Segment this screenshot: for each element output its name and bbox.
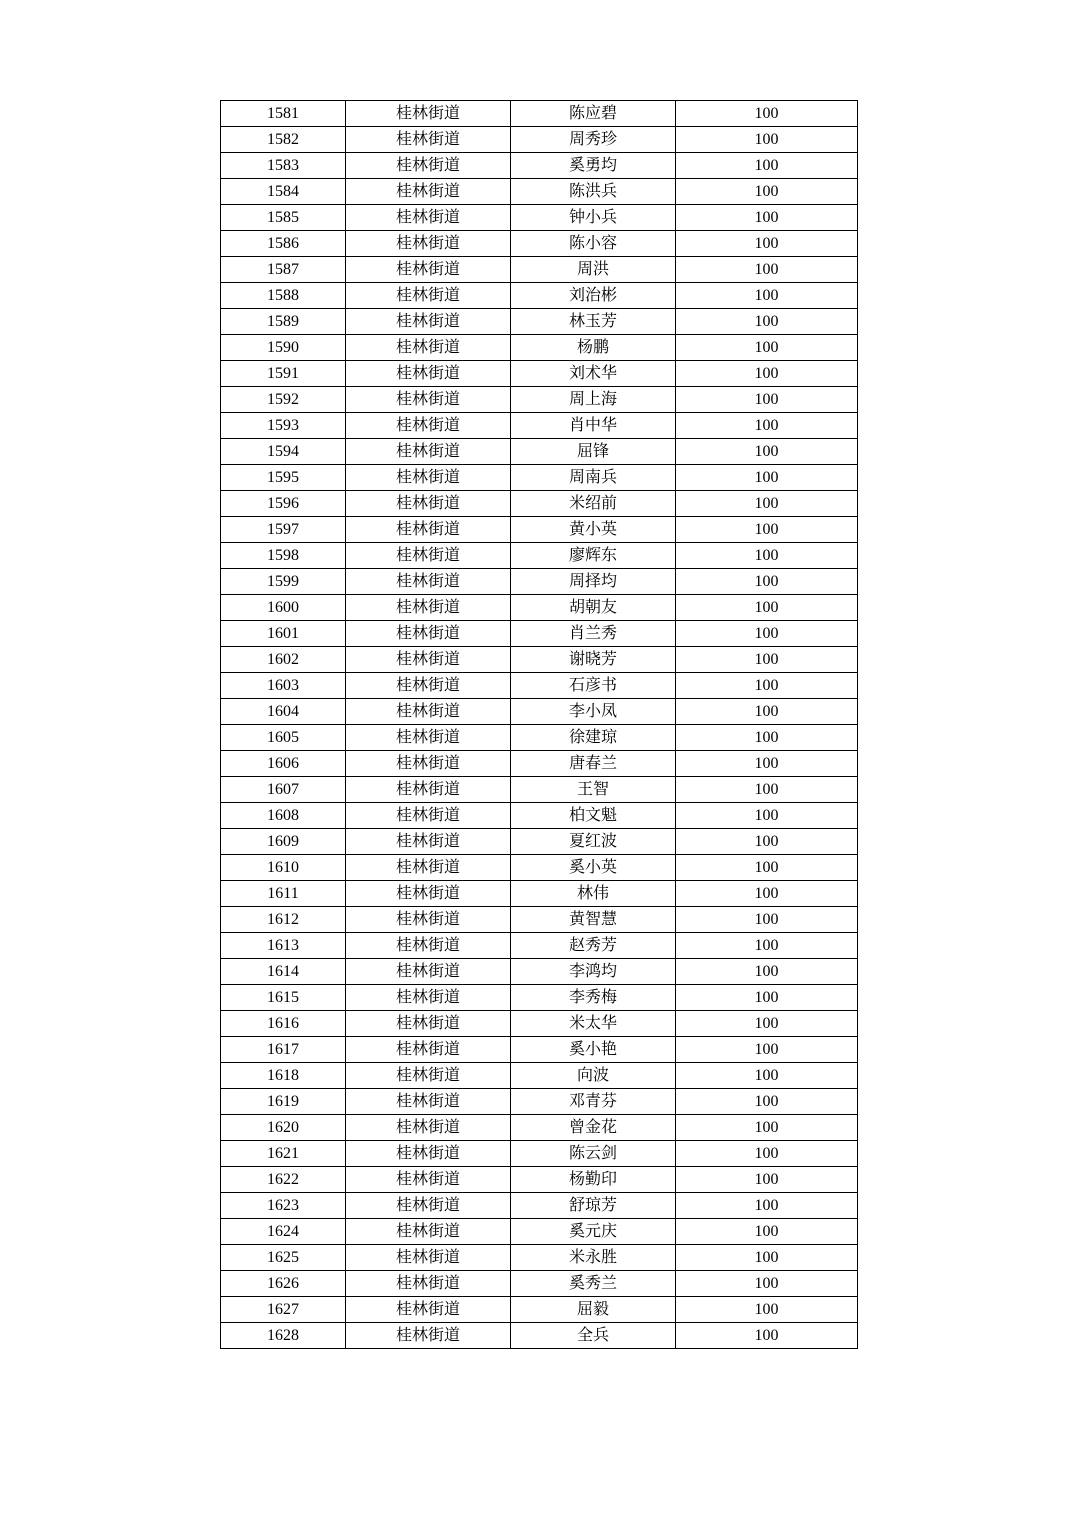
cell-name: 唐春兰 [511, 751, 676, 777]
cell-name: 舒琼芳 [511, 1193, 676, 1219]
cell-score: 100 [676, 569, 858, 595]
cell-street: 桂林街道 [346, 855, 511, 881]
cell-index: 1610 [221, 855, 346, 881]
cell-score: 100 [676, 907, 858, 933]
cell-score: 100 [676, 309, 858, 335]
table-row [221, 985, 858, 1011]
cell-score: 100 [676, 1297, 858, 1323]
cell-index: 1601 [221, 621, 346, 647]
cell-index: 1614 [221, 959, 346, 985]
cell-score: 100 [676, 725, 858, 751]
cell-index: 1589 [221, 309, 346, 335]
table-row [221, 595, 858, 621]
table-row [221, 1115, 858, 1141]
cell-score: 100 [676, 1037, 858, 1063]
cell-name: 周秀珍 [511, 127, 676, 153]
table-row [221, 1219, 858, 1245]
table-row [221, 1245, 858, 1271]
cell-street: 桂林街道 [346, 621, 511, 647]
cell-name: 刘治彬 [511, 283, 676, 309]
cell-score: 100 [676, 361, 858, 387]
cell-score: 100 [676, 1323, 858, 1349]
cell-street: 桂林街道 [346, 1323, 511, 1349]
cell-street: 桂林街道 [346, 1089, 511, 1115]
cell-name: 杨鹏 [511, 335, 676, 361]
cell-score: 100 [676, 1063, 858, 1089]
table-row [221, 569, 858, 595]
cell-score: 100 [676, 777, 858, 803]
cell-name: 奚勇均 [511, 153, 676, 179]
cell-index: 1622 [221, 1167, 346, 1193]
table-row [221, 829, 858, 855]
cell-name: 奚元庆 [511, 1219, 676, 1245]
cell-name: 黄小英 [511, 517, 676, 543]
cell-name: 柏文魁 [511, 803, 676, 829]
cell-street: 桂林街道 [346, 361, 511, 387]
cell-street: 桂林街道 [346, 491, 511, 517]
table-row [221, 309, 858, 335]
table-row [221, 205, 858, 231]
table-row [221, 1011, 858, 1037]
table-row [221, 1037, 858, 1063]
cell-street: 桂林街道 [346, 803, 511, 829]
cell-score: 100 [676, 673, 858, 699]
cell-name: 赵秀芳 [511, 933, 676, 959]
cell-index: 1602 [221, 647, 346, 673]
cell-score: 100 [676, 517, 858, 543]
cell-score: 100 [676, 179, 858, 205]
cell-name: 全兵 [511, 1323, 676, 1349]
cell-score: 100 [676, 1219, 858, 1245]
cell-street: 桂林街道 [346, 1219, 511, 1245]
cell-street: 桂林街道 [346, 1297, 511, 1323]
table-row [221, 751, 858, 777]
cell-name: 邓青芬 [511, 1089, 676, 1115]
cell-score: 100 [676, 413, 858, 439]
table-row [221, 777, 858, 803]
cell-index: 1585 [221, 205, 346, 231]
table-row [221, 153, 858, 179]
cell-index: 1609 [221, 829, 346, 855]
cell-score: 100 [676, 231, 858, 257]
cell-score: 100 [676, 387, 858, 413]
table-row [221, 673, 858, 699]
table-row [221, 855, 858, 881]
cell-name: 李鸿均 [511, 959, 676, 985]
cell-index: 1594 [221, 439, 346, 465]
cell-score: 100 [676, 855, 858, 881]
cell-score: 100 [676, 803, 858, 829]
cell-index: 1623 [221, 1193, 346, 1219]
cell-name: 夏红波 [511, 829, 676, 855]
cell-name: 徐建琼 [511, 725, 676, 751]
cell-street: 桂林街道 [346, 127, 511, 153]
cell-name: 周南兵 [511, 465, 676, 491]
table-row [221, 543, 858, 569]
cell-street: 桂林街道 [346, 179, 511, 205]
cell-street: 桂林街道 [346, 439, 511, 465]
table-row [221, 959, 858, 985]
cell-street: 桂林街道 [346, 413, 511, 439]
cell-name: 廖辉东 [511, 543, 676, 569]
table-row [221, 699, 858, 725]
cell-index: 1618 [221, 1063, 346, 1089]
table-row [221, 1193, 858, 1219]
cell-name: 周择均 [511, 569, 676, 595]
cell-index: 1607 [221, 777, 346, 803]
cell-score: 100 [676, 205, 858, 231]
table-row [221, 933, 858, 959]
table-row [221, 101, 858, 127]
cell-street: 桂林街道 [346, 205, 511, 231]
cell-name: 曾金花 [511, 1115, 676, 1141]
table-row [221, 517, 858, 543]
cell-name: 奚小艳 [511, 1037, 676, 1063]
cell-score: 100 [676, 1011, 858, 1037]
cell-street: 桂林街道 [346, 101, 511, 127]
cell-name: 陈小容 [511, 231, 676, 257]
cell-index: 1620 [221, 1115, 346, 1141]
table-row [221, 621, 858, 647]
cell-street: 桂林街道 [346, 959, 511, 985]
cell-street: 桂林街道 [346, 777, 511, 803]
cell-index: 1586 [221, 231, 346, 257]
cell-index: 1627 [221, 1297, 346, 1323]
cell-index: 1612 [221, 907, 346, 933]
cell-name: 林伟 [511, 881, 676, 907]
cell-score: 100 [676, 1167, 858, 1193]
cell-score: 100 [676, 257, 858, 283]
table-row [221, 127, 858, 153]
cell-street: 桂林街道 [346, 725, 511, 751]
cell-score: 100 [676, 491, 858, 517]
table-row [221, 257, 858, 283]
table-row [221, 803, 858, 829]
cell-index: 1625 [221, 1245, 346, 1271]
cell-street: 桂林街道 [346, 387, 511, 413]
cell-score: 100 [676, 101, 858, 127]
cell-street: 桂林街道 [346, 569, 511, 595]
cell-street: 桂林街道 [346, 1115, 511, 1141]
cell-index: 1606 [221, 751, 346, 777]
cell-street: 桂林街道 [346, 1011, 511, 1037]
cell-name: 谢晓芳 [511, 647, 676, 673]
cell-index: 1621 [221, 1141, 346, 1167]
cell-street: 桂林街道 [346, 829, 511, 855]
cell-index: 1617 [221, 1037, 346, 1063]
table-row [221, 1167, 858, 1193]
cell-index: 1592 [221, 387, 346, 413]
table-row [221, 387, 858, 413]
cell-score: 100 [676, 1245, 858, 1271]
cell-name: 李秀梅 [511, 985, 676, 1011]
table-row [221, 491, 858, 517]
table-row [221, 465, 858, 491]
cell-index: 1597 [221, 517, 346, 543]
cell-index: 1583 [221, 153, 346, 179]
cell-index: 1616 [221, 1011, 346, 1037]
roster-table [220, 100, 858, 1349]
cell-name: 奚小英 [511, 855, 676, 881]
cell-street: 桂林街道 [346, 1141, 511, 1167]
cell-index: 1611 [221, 881, 346, 907]
cell-index: 1581 [221, 101, 346, 127]
cell-street: 桂林街道 [346, 907, 511, 933]
cell-index: 1605 [221, 725, 346, 751]
cell-index: 1600 [221, 595, 346, 621]
cell-name: 钟小兵 [511, 205, 676, 231]
cell-index: 1584 [221, 179, 346, 205]
cell-name: 黄智慧 [511, 907, 676, 933]
cell-index: 1604 [221, 699, 346, 725]
cell-index: 1590 [221, 335, 346, 361]
cell-index: 1628 [221, 1323, 346, 1349]
cell-street: 桂林街道 [346, 543, 511, 569]
cell-index: 1598 [221, 543, 346, 569]
table-row [221, 231, 858, 257]
cell-score: 100 [676, 283, 858, 309]
table-row [221, 361, 858, 387]
cell-score: 100 [676, 829, 858, 855]
cell-street: 桂林街道 [346, 1245, 511, 1271]
table-row [221, 647, 858, 673]
table-row [221, 881, 858, 907]
cell-street: 桂林街道 [346, 465, 511, 491]
cell-score: 100 [676, 1141, 858, 1167]
cell-score: 100 [676, 439, 858, 465]
cell-index: 1595 [221, 465, 346, 491]
table-row [221, 439, 858, 465]
cell-name: 石彦书 [511, 673, 676, 699]
cell-score: 100 [676, 153, 858, 179]
cell-score: 100 [676, 595, 858, 621]
cell-index: 1588 [221, 283, 346, 309]
cell-street: 桂林街道 [346, 257, 511, 283]
cell-street: 桂林街道 [346, 933, 511, 959]
cell-name: 陈应碧 [511, 101, 676, 127]
cell-street: 桂林街道 [346, 153, 511, 179]
cell-score: 100 [676, 959, 858, 985]
cell-street: 桂林街道 [346, 283, 511, 309]
cell-score: 100 [676, 985, 858, 1011]
cell-index: 1613 [221, 933, 346, 959]
cell-score: 100 [676, 127, 858, 153]
cell-street: 桂林街道 [346, 231, 511, 257]
table-row [221, 413, 858, 439]
cell-street: 桂林街道 [346, 647, 511, 673]
cell-street: 桂林街道 [346, 985, 511, 1011]
cell-index: 1619 [221, 1089, 346, 1115]
table-row [221, 179, 858, 205]
cell-score: 100 [676, 1115, 858, 1141]
cell-score: 100 [676, 335, 858, 361]
cell-index: 1596 [221, 491, 346, 517]
cell-index: 1591 [221, 361, 346, 387]
table-row [221, 1323, 858, 1349]
cell-name: 林玉芳 [511, 309, 676, 335]
cell-index: 1587 [221, 257, 346, 283]
cell-index: 1599 [221, 569, 346, 595]
cell-name: 米绍前 [511, 491, 676, 517]
table-row [221, 1063, 858, 1089]
cell-street: 桂林街道 [346, 309, 511, 335]
cell-name: 周上海 [511, 387, 676, 413]
cell-street: 桂林街道 [346, 1271, 511, 1297]
cell-street: 桂林街道 [346, 1037, 511, 1063]
cell-index: 1624 [221, 1219, 346, 1245]
cell-index: 1615 [221, 985, 346, 1011]
cell-name: 米太华 [511, 1011, 676, 1037]
cell-street: 桂林街道 [346, 1063, 511, 1089]
cell-name: 杨勤印 [511, 1167, 676, 1193]
cell-score: 100 [676, 1193, 858, 1219]
cell-score: 100 [676, 621, 858, 647]
table-row [221, 1297, 858, 1323]
cell-name: 周洪 [511, 257, 676, 283]
cell-street: 桂林街道 [346, 517, 511, 543]
cell-score: 100 [676, 647, 858, 673]
cell-name: 肖兰秀 [511, 621, 676, 647]
cell-street: 桂林街道 [346, 699, 511, 725]
cell-index: 1608 [221, 803, 346, 829]
cell-name: 陈洪兵 [511, 179, 676, 205]
cell-name: 屈毅 [511, 1297, 676, 1323]
cell-name: 肖中华 [511, 413, 676, 439]
cell-score: 100 [676, 1271, 858, 1297]
table-row [221, 1271, 858, 1297]
cell-score: 100 [676, 751, 858, 777]
cell-index: 1582 [221, 127, 346, 153]
table-row [221, 1141, 858, 1167]
cell-index: 1603 [221, 673, 346, 699]
cell-name: 奚秀兰 [511, 1271, 676, 1297]
cell-index: 1626 [221, 1271, 346, 1297]
cell-name: 向波 [511, 1063, 676, 1089]
cell-street: 桂林街道 [346, 751, 511, 777]
table-row [221, 725, 858, 751]
table-row [221, 283, 858, 309]
cell-score: 100 [676, 465, 858, 491]
cell-name: 胡朝友 [511, 595, 676, 621]
cell-score: 100 [676, 933, 858, 959]
cell-score: 100 [676, 543, 858, 569]
cell-score: 100 [676, 1089, 858, 1115]
cell-name: 米永胜 [511, 1245, 676, 1271]
cell-name: 陈云剑 [511, 1141, 676, 1167]
cell-street: 桂林街道 [346, 1193, 511, 1219]
cell-street: 桂林街道 [346, 881, 511, 907]
table-row [221, 907, 858, 933]
roster-table-body [221, 101, 858, 1349]
cell-score: 100 [676, 699, 858, 725]
cell-name: 屈锋 [511, 439, 676, 465]
cell-street: 桂林街道 [346, 595, 511, 621]
cell-street: 桂林街道 [346, 673, 511, 699]
cell-street: 桂林街道 [346, 1167, 511, 1193]
table-row [221, 335, 858, 361]
cell-score: 100 [676, 881, 858, 907]
table-row [221, 1089, 858, 1115]
cell-index: 1593 [221, 413, 346, 439]
cell-name: 王智 [511, 777, 676, 803]
cell-name: 刘术华 [511, 361, 676, 387]
cell-name: 李小凤 [511, 699, 676, 725]
cell-street: 桂林街道 [346, 335, 511, 361]
